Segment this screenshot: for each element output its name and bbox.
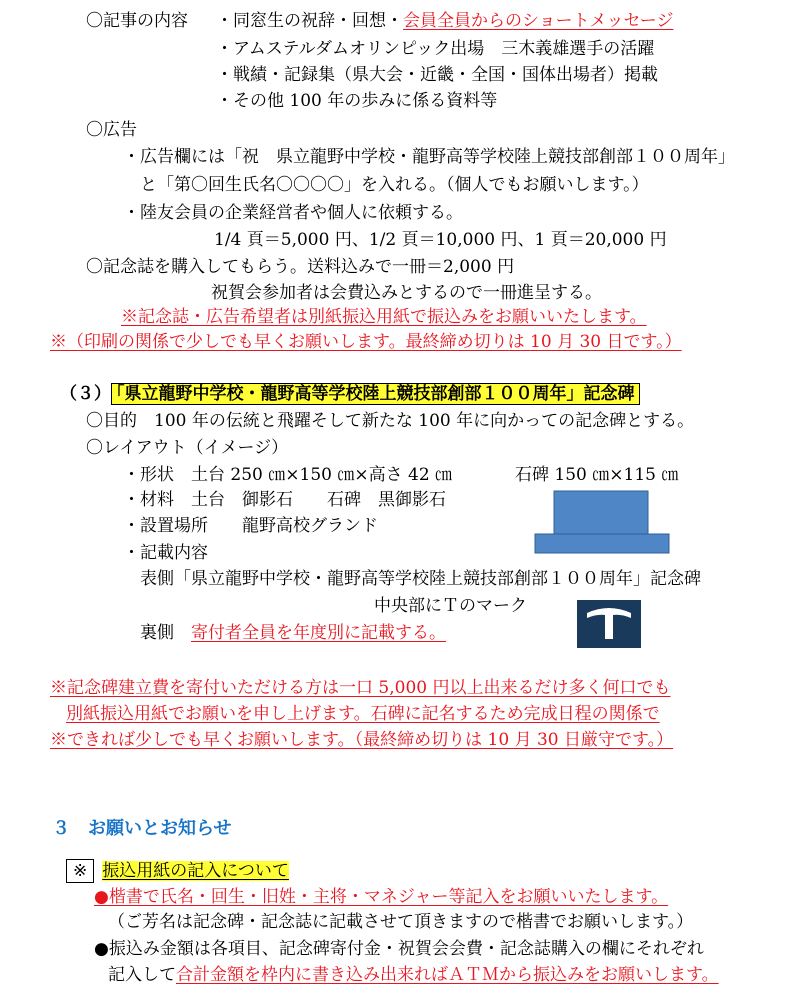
ad-prices: 1/4 頁＝5,000 円、1/2 頁＝10,000 円、1 頁＝20,000 円 (214, 230, 667, 250)
article-item-3: ・戦績・記録集（県大会・近畿・全国・国体出場者）掲載 (216, 65, 658, 85)
monument-stone-shape (554, 491, 648, 535)
monument-back-text: 寄付者全員を年度別に記載する。 (191, 623, 446, 643)
purchase-note-1: ※記念誌・広告希望者は別紙振込用紙で振込みをお願いいたします。 (121, 307, 647, 327)
purchase-note-2: ※（印刷の関係で少しでも早くお願いします。最終締め切りは 10 月 30 日です。） (50, 332, 682, 352)
monument-content-label: ・記載内容 (123, 543, 208, 563)
monument-base-shape (535, 534, 669, 553)
monument-heading (60, 383, 640, 405)
monument-back-label: 裏側 (140, 623, 174, 643)
monument-note-3: ※できれば少しでも早くお願いします。（最終締め切りは 10 月 30 日厳守です。） (50, 730, 674, 750)
bullet-2-cont (108, 964, 719, 986)
monument-front: 表側「県立龍野中学校・龍野高等学校陸上競技部創部１００周年」記念碑 (140, 569, 701, 589)
bullet-1: ●楷書で氏名・回生・旧姓・主将・マネジャー等記入をお願いいたします。 (94, 887, 669, 907)
article-item-1-text: ・同窓生の祝辞・回想・ (216, 11, 403, 31)
bullet-2: ●振込み金額は各項目、記念碑寄付金・祝賀会会費・記念誌購入の欄にそれぞれ (94, 939, 704, 959)
monument-back (140, 622, 446, 644)
ad-line-2: と「第〇回生氏名〇〇〇〇」を入れる。（個人でもお願いします。） (140, 175, 649, 195)
monument-layout-label: 〇レイアウト（イメージ） (86, 438, 289, 458)
monument-material: ・材料 土台 御影石 石碑 黒御影石 (123, 490, 446, 510)
monument-stone-size: 石碑 150 ㎝×115 ㎝ (515, 465, 679, 485)
monument-shape: ・形状 土台 250 ㎝×150 ㎝×高さ 42 ㎝ (123, 465, 453, 485)
monument-num: （３） (60, 384, 111, 404)
monument-title: 「県立龍野中学校・龍野高等学校陸上競技部創部１００周年」記念碑 (111, 383, 640, 405)
monument-note-2: 別紙振込用紙でお願いを申し上げます。石碑に記名するため完成日程の関係で (66, 704, 660, 724)
article-item-4: ・その他 100 年の歩みに係る資料等 (216, 91, 498, 111)
section-3-sub (66, 859, 289, 883)
monument-note-1: ※記念碑建立費を寄付いただける方は一口 5,000 円以上出来るだけ多く何口でも (50, 678, 671, 698)
article-label: 〇記事の内容 (86, 11, 188, 31)
section-3-mark: ※ (66, 859, 94, 883)
section-3-title: ３ お願いとお知らせ (52, 818, 232, 839)
bullet-1-note: （ご芳名は記念碑・記念誌に記載させて頂きますので楷書でお願いします。） (108, 912, 694, 932)
purchase-line-1: 〇記念誌を購入してもらう。送料込みで一冊＝2,000 円 (86, 257, 515, 277)
article-item-1-red: 会員全員からのショートメッセージ (403, 11, 674, 31)
bullet-2-cont-a: 記入して (108, 965, 176, 985)
monument-center-mark: 中央部にＴのマーク (374, 596, 527, 616)
ad-line-1: ・広告欄には「祝 県立龍野中学校・龍野高等学校陸上競技部創部１００周年」 (123, 147, 735, 167)
t-mark-icon (577, 600, 641, 648)
ad-label: 〇広告 (86, 120, 137, 140)
section-3-sub-text: 振込用紙の記入について (102, 861, 289, 881)
monument-purpose: 〇目的 100 年の伝統と飛躍そして新たな 100 年に向かっての記念碑とする。 (86, 411, 695, 431)
t-mark-logo (577, 600, 641, 648)
ad-line-3: ・陸友会員の企業経営者や個人に依頼する。 (123, 203, 463, 223)
article-item-2: ・アムステルダムオリンピック出場 三木義雄選手の活躍 (216, 39, 655, 59)
monument-place: ・設置場所 龍野高校グランド (123, 516, 378, 536)
bullet-2-cont-b: 合計金額を枠内に書き込み出来ればＡＴＭから振込みをお願いします。 (176, 965, 719, 985)
article-item-1 (216, 10, 673, 32)
purchase-line-2: 祝賀会参加者は会費込みとするので一冊進呈する。 (211, 283, 602, 303)
monument-diagram (530, 488, 675, 558)
